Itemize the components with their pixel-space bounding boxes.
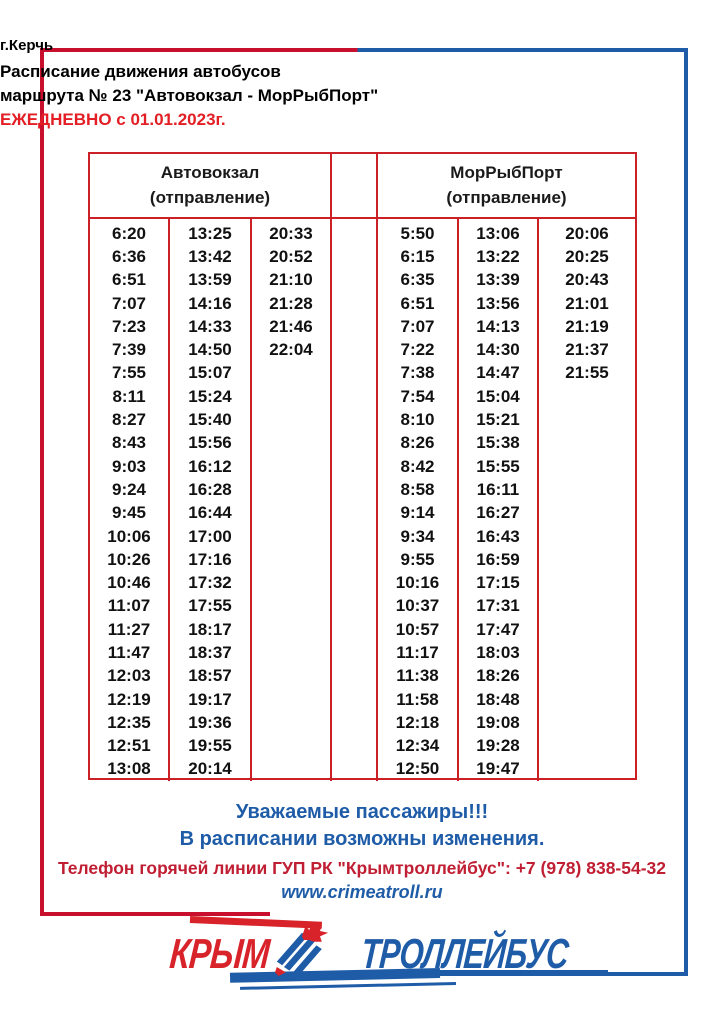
time-entry: 12:35 (107, 712, 151, 732)
time-entry: 11:47 (107, 642, 151, 662)
time-entry: 14:30 (476, 340, 520, 360)
time-entry: 8:10 (400, 410, 435, 430)
time-entry: 18:03 (476, 642, 520, 662)
time-entry: 7:23 (111, 316, 147, 336)
city-title: г.Керчь (0, 37, 54, 54)
morrybport-times-col1 (378, 219, 459, 781)
time-entry: 10:37 (395, 596, 440, 616)
time-entry: 9:03 (111, 456, 147, 476)
time-entry: 9:34 (400, 526, 435, 546)
time-entry: 6:35 (400, 270, 435, 290)
time-entry: 14:13 (476, 316, 520, 336)
time-entry: 18:48 (476, 689, 520, 709)
time-entry: 20:43 (565, 270, 609, 290)
header-avtovokzal-name: Автовокзал (160, 162, 260, 182)
schedule-title: Расписание движения автобусов (0, 62, 281, 81)
time-entry: 20:06 (565, 223, 609, 243)
avtovokzal-times-col2 (170, 219, 252, 781)
passengers-notice: Уважаемые пассажиры!!! (235, 801, 489, 823)
time-entry: 13:08 (107, 759, 151, 779)
time-entry: 13:42 (188, 246, 232, 266)
time-entry: 11:07 (107, 596, 151, 616)
time-entry: 21:19 (565, 316, 609, 336)
time-entry: 21:10 (269, 270, 313, 290)
header-morrybport-sub: (отправление) (446, 187, 567, 207)
time-entry: 6:20 (111, 223, 147, 243)
time-entry: 15:24 (188, 386, 232, 406)
time-entry: 17:16 (188, 549, 232, 569)
time-entry: 6:15 (400, 246, 435, 266)
time-entry: 10:06 (107, 526, 151, 546)
header-gap-cell (332, 154, 378, 219)
time-entry: 15:04 (476, 386, 520, 406)
time-entry: 8:11 (112, 386, 146, 406)
time-entry: 5:50 (400, 223, 435, 243)
changes-notice: В расписании возможны изменения. (179, 828, 545, 850)
header-morrybport-name: МорРыбПорт (450, 162, 563, 182)
time-entry: 11:27 (107, 619, 151, 639)
time-entry: 19:28 (476, 736, 520, 756)
time-entry: 21:28 (269, 293, 313, 313)
time-entry: 8:27 (111, 410, 147, 430)
time-entry: 20:33 (269, 223, 313, 243)
time-entry: 18:37 (188, 642, 232, 662)
time-entry: 7:07 (400, 316, 435, 336)
time-entry: 13:59 (188, 270, 232, 290)
time-entry: 10:57 (395, 619, 440, 639)
time-entry: 8:58 (400, 479, 435, 499)
time-entry: 17:31 (476, 596, 520, 616)
time-entry: 16:43 (476, 526, 520, 546)
header-morrybport (378, 154, 635, 219)
time-entry: 10:46 (107, 573, 151, 593)
time-entry: 6:51 (400, 293, 435, 313)
validity-title: ЕЖЕДНЕВНО с 01.01.2023г. (0, 110, 226, 129)
time-entry: 9:24 (111, 479, 147, 499)
time-entry: 19:08 (476, 712, 520, 732)
time-entry: 13:39 (476, 270, 520, 290)
header-avtovokzal (90, 154, 332, 219)
time-entry: 10:26 (107, 549, 151, 569)
morrybport-times-col2 (459, 219, 539, 781)
header-avtovokzal-sub: (отправление) (149, 187, 271, 207)
time-entry: 12:19 (107, 689, 151, 709)
time-entry: 15:40 (188, 410, 232, 430)
time-entry: 7:39 (111, 340, 147, 360)
time-entry: 12:18 (395, 712, 440, 732)
time-entry: 8:43 (111, 433, 147, 453)
time-entry: 16:12 (188, 456, 232, 476)
time-entry: 6:51 (111, 270, 147, 290)
griffin-bird-icon (275, 920, 329, 983)
time-entry: 8:42 (400, 456, 435, 476)
hotline-phone: Телефон горячей линии ГУП РК "Крымтроллейбус": +7 (978) 838-54-32 (57, 858, 667, 878)
time-entry: 19:36 (188, 712, 232, 732)
time-entry: 15:56 (188, 433, 232, 453)
time-entry: 11:58 (396, 689, 439, 709)
time-entry: 18:57 (188, 666, 232, 686)
time-entry: 15:55 (476, 456, 520, 476)
time-entry: 19:55 (188, 736, 232, 756)
time-entry: 12:34 (395, 736, 440, 756)
time-entry: 17:55 (188, 596, 232, 616)
time-entry: 20:14 (188, 759, 232, 779)
time-entry: 7:38 (400, 363, 435, 383)
time-entry: 13:22 (476, 246, 520, 266)
time-entry: 18:26 (476, 666, 520, 686)
time-entry: 14:47 (476, 363, 520, 383)
frame-left-border (40, 48, 44, 916)
logo-row (150, 922, 610, 985)
time-entry: 21:46 (269, 316, 313, 336)
time-entry: 12:51 (107, 736, 151, 756)
time-entry: 10:16 (395, 573, 440, 593)
time-entry: 19:47 (476, 759, 520, 779)
time-entry: 7:55 (111, 363, 147, 383)
time-entry: 9:14 (400, 503, 435, 523)
time-entry: 9:55 (400, 549, 435, 569)
avtovokzal-times-col3 (252, 219, 332, 781)
time-entry: 6:36 (111, 246, 147, 266)
time-entry: 14:50 (188, 340, 232, 360)
website-url: www.crimeatroll.ru (281, 882, 443, 902)
avtovokzal-times-col1 (90, 219, 170, 781)
time-entry: 17:47 (476, 619, 520, 639)
time-entry: 14:16 (188, 293, 232, 313)
time-entry: 16:59 (476, 549, 520, 569)
time-entry: 16:27 (476, 503, 520, 523)
time-entry: 11:17 (396, 642, 439, 662)
time-entry: 13:25 (188, 223, 232, 243)
gap-column (332, 219, 378, 781)
time-entry: 12:03 (107, 666, 151, 686)
time-entry: 15:38 (476, 433, 520, 453)
time-entry: 20:52 (269, 246, 313, 266)
krymtrolleybus-logo (150, 912, 610, 1004)
time-entry: 13:56 (476, 293, 520, 313)
time-entry: 16:44 (188, 503, 232, 523)
time-entry: 7:22 (400, 340, 435, 360)
time-entry: 14:33 (188, 316, 232, 336)
time-entry: 12:50 (395, 759, 440, 779)
logo-text-trolleybus: ТРОЛЛЕЙБУС (359, 929, 570, 977)
time-entry: 16:11 (476, 479, 520, 499)
morrybport-times-col3 (539, 219, 635, 781)
time-entry: 21:37 (565, 340, 609, 360)
time-entry: 20:25 (565, 246, 609, 266)
time-entry: 13:06 (476, 223, 520, 243)
route-title: маршрута № 23 "Автовокзал - МорРыбПорт" (0, 86, 379, 105)
time-entry: 18:17 (188, 619, 232, 639)
logo-text-krym: КРЫМ (168, 929, 271, 977)
time-entry: 7:07 (111, 293, 147, 313)
time-entry: 21:55 (565, 363, 609, 383)
time-entry: 8:26 (400, 433, 435, 453)
time-entry: 15:21 (476, 410, 520, 430)
time-entry: 21:01 (565, 293, 609, 313)
time-entry: 22:04 (269, 340, 313, 360)
time-entry: 9:45 (111, 503, 147, 523)
time-entry: 16:28 (188, 479, 232, 499)
time-entry: 15:07 (188, 363, 232, 383)
time-entry: 17:00 (188, 526, 232, 546)
time-entry: 17:15 (476, 573, 520, 593)
schedule-table (88, 152, 637, 780)
time-entry: 7:54 (400, 386, 435, 406)
time-entry: 17:32 (188, 573, 232, 593)
time-entry: 11:38 (396, 666, 439, 686)
time-entry: 19:17 (188, 689, 232, 709)
